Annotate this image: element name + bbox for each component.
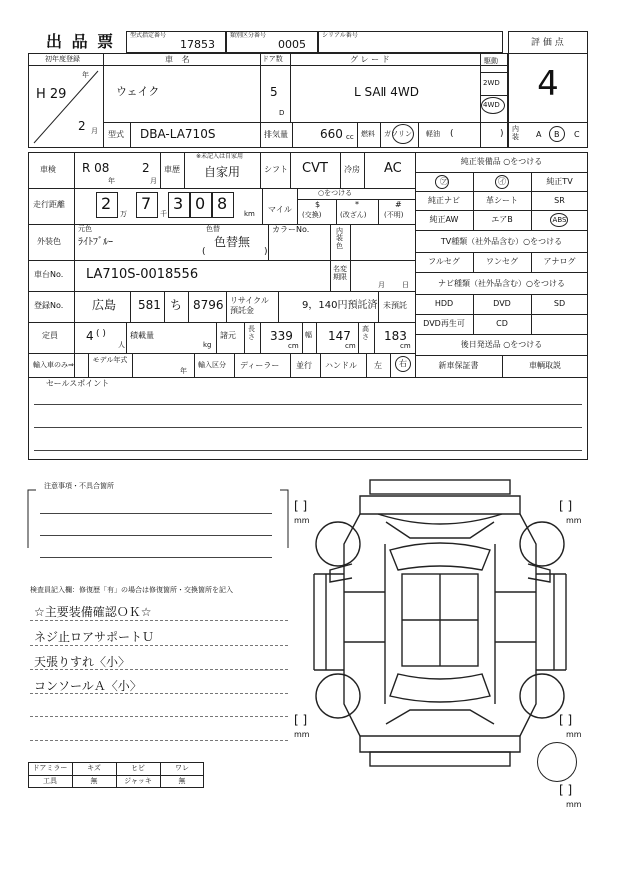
recycle-status: 未預託 [383,301,407,310]
notes-bracket [26,482,290,566]
later-item-1: 車輌取説 [529,361,561,370]
recycle-value: 9，140円預託済 [302,300,378,311]
grade-label: グ レ ー ド [350,55,390,64]
chassis-label: 車台No. [34,270,64,279]
opt2-sym: * [355,200,359,209]
acc-r2-1: 無 [90,777,98,785]
interior-a: A [536,130,542,139]
drive-2wd: 2WD [483,79,500,87]
displacement-unit: cc [346,133,354,141]
tire-rr-mm: mm [566,730,582,739]
model-designation-label: 型式指定番号 [130,32,167,39]
capacity-label: 定員 [42,331,58,340]
shift-value: CVT [302,161,328,176]
nav-item-4: CD [496,319,508,328]
genuine-title: 純正装備品 ○をつける [460,157,543,166]
spare-tire [537,742,577,782]
acc-r1-1: キズ [87,764,101,772]
capacity-value: 4 [86,329,94,343]
mileage-digit-2: 7 [141,194,152,213]
tire-spare-mm: mm [566,800,582,809]
original-color: ﾗｲﾄﾌﾞﾙｰ [78,237,113,248]
registration-label: 登録No. [34,301,64,310]
opt3-sym: # [395,200,402,209]
chassis-value: LA710S-0018556 [86,267,199,282]
acc-r1-2: ヒビ [131,764,145,772]
mileage-mark-label: ○をつける [318,189,353,197]
mile-label: マイル [268,205,292,214]
nav-title: ナビ種類（社外品含む）○をつける [438,279,565,288]
width-unit: cm [345,342,356,350]
first-reg-month: 2 [78,119,86,133]
car-name-label: 車 名 [165,55,193,64]
length-unit: cm [288,342,299,350]
color-paren-open: ( [202,247,206,257]
nav-item-0: HDD [434,299,454,308]
load-unit: kg [203,341,212,349]
color-paren-close: ) [264,247,268,257]
tire-fr-mm: mm [566,516,582,525]
name-change-label: 名変期限 [333,265,347,282]
fuel-gas: ガソリン [384,130,412,138]
import-label: 輸入車のみ⇒ [33,361,74,369]
mileage-label: 走行距離 [33,200,65,209]
later-item-0: 新車保証書 [438,361,479,370]
equip-row3-2: ABS [552,216,567,224]
height-value: 183 [384,329,407,343]
width-value: 147 [328,329,351,343]
tire-fl-mm: mm [294,516,310,525]
history-value: 自家用 [204,165,241,179]
ac-value: AC [384,161,402,176]
interior-c: C [574,130,580,139]
doors-sub: D [279,109,285,117]
inspector-note: 検査員記入欄：修復歴「有」の場合は修復箇所・交換箇所を記入 [30,586,233,594]
current-color: 色替無 [214,235,251,249]
form-title: 出 品 票 [46,32,116,51]
equip-row2-0: 純正ナビ [428,196,460,205]
note-line-2: ネジ止ロアサポートＵ [34,630,155,644]
serial-label: シリアル番号 [322,32,358,39]
nav-item-2: SD [553,299,566,308]
later-title: 後日発送品 ○をつける [460,340,543,349]
dim-label: 諸元 [220,331,236,340]
mileage-digit-1: 2 [101,194,112,213]
mileage-digit-3: 3 [173,194,184,213]
equip-row1-1: ㋑ [498,177,506,186]
score-label: 評 価 点 [531,38,564,48]
inspection-year-unit: 年 [108,177,115,185]
note-line-1: ☆主要装備確認ＯＫ☆ [34,605,152,619]
height-unit: cm [400,342,411,350]
acc-r2-0: 工具 [43,777,57,785]
tire-spare-bracket: [ ] [559,783,573,797]
displacement-value: 660 [320,127,343,141]
first-reg-divider [28,65,103,148]
handle-right: 右 [399,359,407,368]
length-value: 339 [270,329,293,343]
unit-sen: 千 [160,210,167,218]
import-year-unit: 年 [180,367,187,375]
doors-value: 5 [270,85,278,99]
mileage-digit-5: 8 [217,194,228,213]
equip-row1-0: ㋐ [440,177,448,186]
registration-place: 広島 [92,298,117,312]
grade-value: L SAⅡ 4WD [354,85,420,99]
car-name: ウェイク [116,85,160,98]
fuel-paren-open: ( [450,129,454,139]
car-damage-diagram [290,474,590,774]
handle-left: 左 [374,361,382,370]
inspection-month: 2 [142,161,150,175]
category-label: 類別区分番号 [230,32,267,39]
tire-fl-bracket: [ ] [294,499,308,513]
tv-item-1: ワンセグ [486,257,518,266]
model-code: DBA-LA710S [140,127,216,141]
shift-label: シフト [264,165,288,174]
model-designation-value: 17853 [180,38,215,51]
interior-color-label: 内装色 [336,227,343,250]
model-year-label: モデル年式 [92,356,128,364]
recycle-label: リサイクル預託金 [230,296,269,315]
tv-title: TV種類（社外品含む）○をつける [440,237,563,246]
drive-4wd: 4WD [483,101,500,109]
len-label: 長さ [248,325,255,341]
mileage-digit-4: 0 [195,194,206,213]
chassis-month-unit: 月 [378,281,385,289]
mileage-km: km [244,210,255,218]
history-note: ※未記入は自家用 [196,153,244,160]
inspection-value: R 08 [82,161,110,175]
equip-row1-2: 純正TV [546,177,573,186]
registration-class: 581 [138,298,161,312]
equip-row2-2: SR [554,196,565,205]
acc-r1-0: ドアミラー [32,764,68,772]
nav-item-1: DVD [493,299,511,308]
handle-label: ハンドル [325,361,357,370]
doors-label: ドア数 [262,55,283,63]
category-value: 0005 [278,38,306,51]
note-line-3: 天張りすれ〈小〉 [34,655,131,669]
fuel-light: 軽油 [426,130,440,138]
opt1: (交換) [302,211,322,219]
load-label: 積載量 [130,331,154,340]
color-no-label: カラーNo. [272,225,310,234]
height-label: 高さ [362,325,369,341]
original-color-label: 元色 [78,225,92,233]
unit-man: 万 [120,210,127,218]
current-color-label: 色替 [206,225,220,233]
import-dealer: ディーラー [240,361,280,370]
first-reg-label: 初年度登録 [45,55,80,63]
interior-b: B [554,130,560,139]
tire-fr-bracket: [ ] [559,499,573,513]
acc-r2-3: 無 [178,777,186,785]
import-class-label: 輸入区分 [198,361,226,369]
equip-row3-1: エアB [491,215,513,224]
fuel-label: 燃料 [361,130,375,138]
displacement-label: 排気量 [264,130,288,139]
chassis-day-unit: 日 [402,281,409,289]
nav-item-3: DVD再生可 [423,319,465,328]
fuel-paren-close: ) [500,129,504,139]
notes-label: 注意事項・不具合箇所 [44,482,114,490]
width-label: 幅 [305,331,312,339]
equip-row2-1: 革シート [486,196,518,205]
note-line-4: コンソールＡ〈小〉 [34,679,142,693]
registration-kana: ち [170,298,183,312]
history-label: 車歴 [164,165,180,174]
capacity-unit: 人 [118,341,125,349]
score-value: 4 [537,64,559,104]
tv-item-2: アナログ [543,257,576,266]
type-label: 型式 [108,130,124,139]
month-unit: 月 [91,127,98,135]
registration-number: 8796 [193,298,224,312]
opt2: (改ざん) [340,211,367,219]
capacity-paren: ( ) [96,329,106,339]
import-parallel: 並行 [296,361,312,370]
drive-label: 駆動 [484,57,498,65]
year-unit: 年 [82,71,89,79]
opt3: (不明) [384,211,404,219]
acc-r1-3: ワレ [175,764,189,772]
tv-item-0: フルセグ [428,257,460,266]
inspection-label: 車検 [40,165,56,174]
acc-r2-2: ジャッキ [124,777,152,785]
tire-rr-bracket: [ ] [559,713,573,727]
color-label: 外装色 [37,237,61,246]
sales-points-label: セールスポイント [46,379,110,388]
first-reg-year: H 29 [36,87,67,102]
equip-row3-0: 純正AW [429,215,459,224]
inspection-month-unit: 月 [150,177,157,185]
interior-label: 内装 [512,125,519,141]
ac-label: 冷房 [344,165,360,174]
tire-rl-bracket: [ ] [294,713,308,727]
opt1-sym: $ [315,200,321,209]
tire-rl-mm: mm [294,730,310,739]
